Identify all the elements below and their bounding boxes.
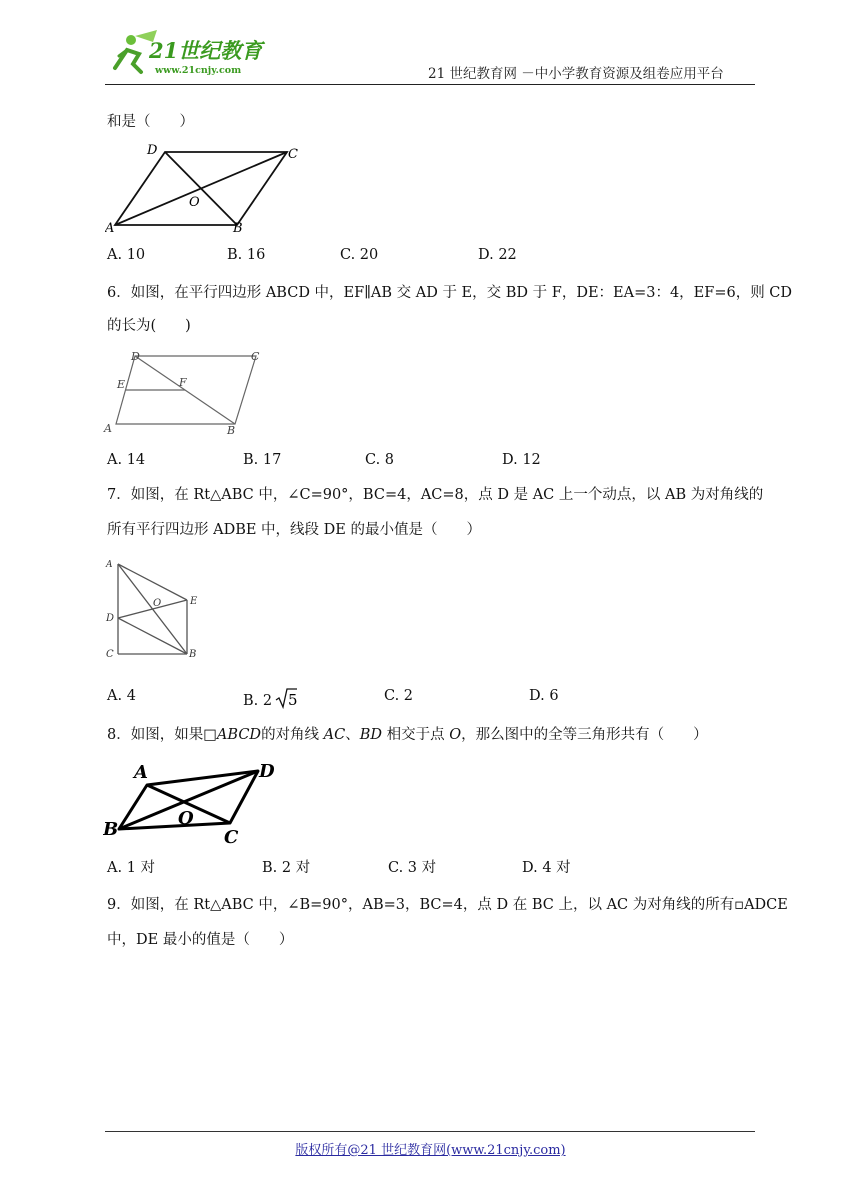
q5-label-D: D xyxy=(147,143,158,158)
q5-option-a[interactable]: A. 10 xyxy=(107,247,146,263)
q6-label-D: D xyxy=(131,350,140,363)
q5-label-A: A xyxy=(105,221,115,236)
q8-figure xyxy=(103,757,283,849)
q8-label-O: O xyxy=(178,808,194,829)
q7-label-A: A xyxy=(106,560,113,570)
logo-text: 21世纪教育 xyxy=(149,38,263,63)
q7-label-D: D xyxy=(106,613,115,624)
q5-label-C: C xyxy=(288,147,298,162)
q7-figure xyxy=(103,558,208,660)
radical-sign-icon xyxy=(275,686,297,710)
q6-option-a[interactable]: A. 14 xyxy=(107,452,146,468)
q8-parallelogram-name: □ABCD xyxy=(203,727,262,743)
logo-url: www.21cnjy.com xyxy=(155,65,242,76)
q6-label-E: E xyxy=(117,378,126,391)
q8-option-a[interactable]: A. 1 对 xyxy=(107,860,156,876)
q7-stem-line2: 所有平行四边形 ADBE 中，线段 DE 的最小值是（ ） xyxy=(107,522,481,538)
q7-stem-line1: 7．如图，在 Rt△ABC 中，∠C=90°，BC=4，AC=8，点 D 是 AC 上一个动点，以 AB 为对角线的 xyxy=(107,487,764,503)
q8-label-A: A xyxy=(134,762,148,783)
q5-figure xyxy=(105,138,305,236)
q8-label-D: D xyxy=(259,761,275,782)
q5-label-O: O xyxy=(189,195,200,210)
runner-logo-icon xyxy=(105,28,285,84)
q8-o: O xyxy=(449,727,462,743)
q8-bd: BD xyxy=(359,727,383,743)
q7-option-b-label: B. 2 xyxy=(243,693,273,709)
q9-stem-line2: 中，DE 最小的值是（ ） xyxy=(107,932,294,948)
q6-option-b[interactable]: B. 17 xyxy=(243,452,282,468)
q8-ac: AC xyxy=(323,727,346,743)
q6-figure xyxy=(103,348,268,438)
q7-label-O: O xyxy=(153,598,162,609)
q7-option-c[interactable]: C. 2 xyxy=(384,688,414,704)
q6-stem-line2: 的长为( ) xyxy=(107,318,191,334)
q6-label-F: F xyxy=(179,376,187,389)
q8-stem xyxy=(107,725,708,745)
q5-option-b[interactable]: B. 16 xyxy=(227,247,266,263)
q8-stem-pre: 8．如图，如果 xyxy=(107,727,204,743)
header-divider xyxy=(105,84,755,85)
q6-label-A: A xyxy=(104,422,112,435)
q8-option-d[interactable]: D. 4 对 xyxy=(522,860,571,876)
site-name: 21 世纪教育网 －中小学教育资源及组卷应用平台 xyxy=(428,66,724,82)
q7-label-C: C xyxy=(106,649,114,660)
q7-option-b-radicand: 5 xyxy=(288,691,298,709)
q6-stem-line1: 6．如图，在平行四边形 ABCD 中，EF∥AB 交 AD 于 E，交 BD 于 F，DE：EA=3：4，EF=6，则 CD xyxy=(107,285,793,301)
q9-stem-line1: 9．如图，在 Rt△ABC 中，∠B=90°，AB=3，BC=4，点 D 在 BC 上，以 AC 为对角线的所有▫ADCE xyxy=(107,897,788,913)
q6-label-C: C xyxy=(251,350,260,363)
q6-option-d[interactable]: D. 12 xyxy=(502,452,541,468)
footer-copyright-link[interactable]: 版权所有@21 世纪教育网(www.21cnjy.com) xyxy=(295,1143,566,1158)
q8-option-b[interactable]: B. 2 对 xyxy=(262,860,311,876)
q5-option-d[interactable]: D. 22 xyxy=(478,247,517,263)
q8-label-B: B xyxy=(103,819,119,840)
q8-stem-post: ，那么图中的全等三角形共有（ ） xyxy=(461,727,708,743)
site-logo xyxy=(105,28,285,84)
q8-stem-mid: 的对角线 xyxy=(261,727,324,743)
q8-label-C: C xyxy=(224,827,239,848)
q5-label-B: B xyxy=(233,221,243,236)
q7-label-E: E xyxy=(190,596,198,607)
q7-label-B: B xyxy=(189,649,197,660)
sqrt-icon xyxy=(275,686,297,711)
q8-sep: 、 xyxy=(345,727,360,743)
q7-option-a[interactable]: A. 4 xyxy=(107,688,136,704)
q7-option-b[interactable] xyxy=(243,686,297,711)
q5-tail: 和是（ ） xyxy=(107,114,194,130)
q6-option-c[interactable]: C. 8 xyxy=(365,452,395,468)
footer-divider xyxy=(105,1131,755,1132)
q5-option-c[interactable]: C. 20 xyxy=(340,247,379,263)
q8-stem-mid2: 相交于点 xyxy=(382,727,450,743)
q8-option-c[interactable]: C. 3 对 xyxy=(388,860,437,876)
q6-label-B: B xyxy=(227,424,236,437)
q7-option-d[interactable]: D. 6 xyxy=(529,688,559,704)
